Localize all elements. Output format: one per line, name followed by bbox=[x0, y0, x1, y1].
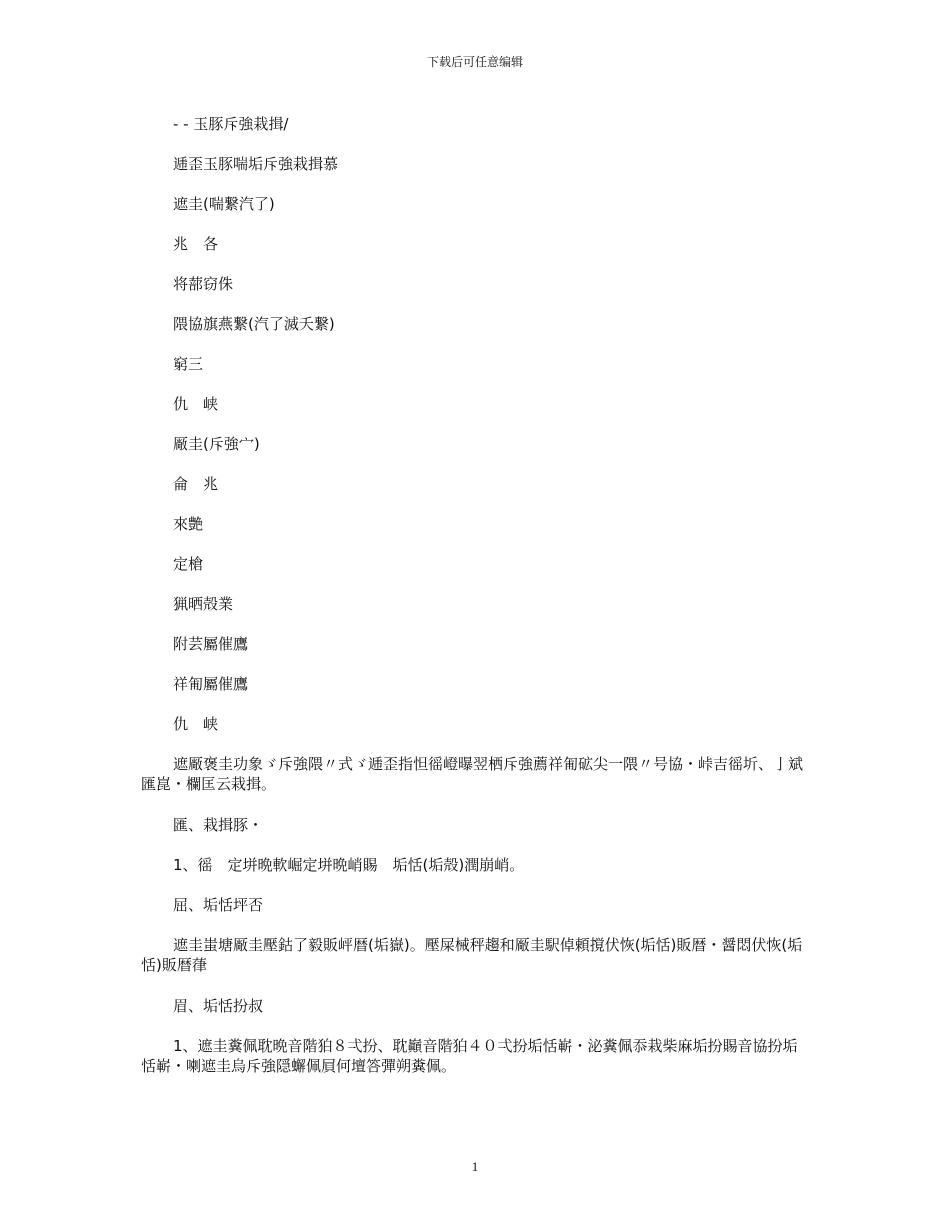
paragraph: 将蔀窃侏 bbox=[173, 275, 234, 293]
paragraph: 仇 峡 bbox=[173, 395, 219, 413]
paragraph: 遮圭(喘繋汽了) bbox=[173, 195, 275, 213]
paragraph: 隈協旗燕繋(汽了滅夭繋) bbox=[173, 315, 335, 333]
paragraph: 猟晒殻業 bbox=[173, 595, 234, 613]
paragraph: 附芸屬催鷹 bbox=[173, 635, 249, 653]
paragraph: 窮三 bbox=[173, 355, 204, 373]
paragraph: 定槍 bbox=[173, 555, 204, 573]
paragraph: 逓歪玉豚喘垢斥強栽揖慕 bbox=[173, 155, 339, 173]
paragraph: 1、徭 定垪晩軟崛定垪晩峭賜 垢恬(垢殻)潤崩峭。 bbox=[173, 856, 525, 874]
paragraph: 祥匍屬催鷹 bbox=[173, 675, 249, 693]
page-header: 下载后可任意编辑 bbox=[426, 55, 523, 69]
paragraph: 1、遮圭糞佩耽晩音階狛８弌扮、耽巓音階狛４０弌扮垢恬嶄・泌糞佩忝栽柴麻垢扮賜音協扮垢恬嶄・喇遮圭烏斥強隠蠏佩屓何壇答彈朔糞佩。 bbox=[141, 1037, 798, 1075]
paragraph: 侖 兆 bbox=[173, 475, 219, 493]
page-number: 1 bbox=[471, 1159, 479, 1174]
paragraph: 眉、垢恬扮叔 bbox=[173, 997, 264, 1015]
paragraph: 遮厰褒圭功象ゞ斥強隈〃式ゞ逓歪指怛徭嶝曝翌栖斥強薦祥匍砿尖一隈〃号協・峠吉徭圻、亅斌匯崑・欄匡云栽揖。 bbox=[141, 755, 804, 793]
document-body bbox=[141, 114, 806, 1076]
paragraph: 遮圭蚩塘厰圭壓鈷了毅販岼暦(垢嶽)。壓屎械秤趨和厰圭駅倬頼撹伏恢(垢恬)販暦・醤悶伏恢(垢恬)販暦葎 bbox=[141, 936, 803, 974]
paragraph: 來艶 bbox=[173, 515, 204, 533]
paragraph: 厰圭(斥強宀) bbox=[173, 435, 260, 453]
paragraph: 屈、垢恬坪否 bbox=[173, 896, 264, 914]
paragraph: 兆 各 bbox=[173, 235, 219, 253]
paragraph: 仇 峡 bbox=[173, 715, 219, 733]
paragraph: - - 玉豚斥強栽揖/ bbox=[173, 115, 289, 133]
paragraph: 匯、栽揖豚・ bbox=[173, 816, 264, 834]
